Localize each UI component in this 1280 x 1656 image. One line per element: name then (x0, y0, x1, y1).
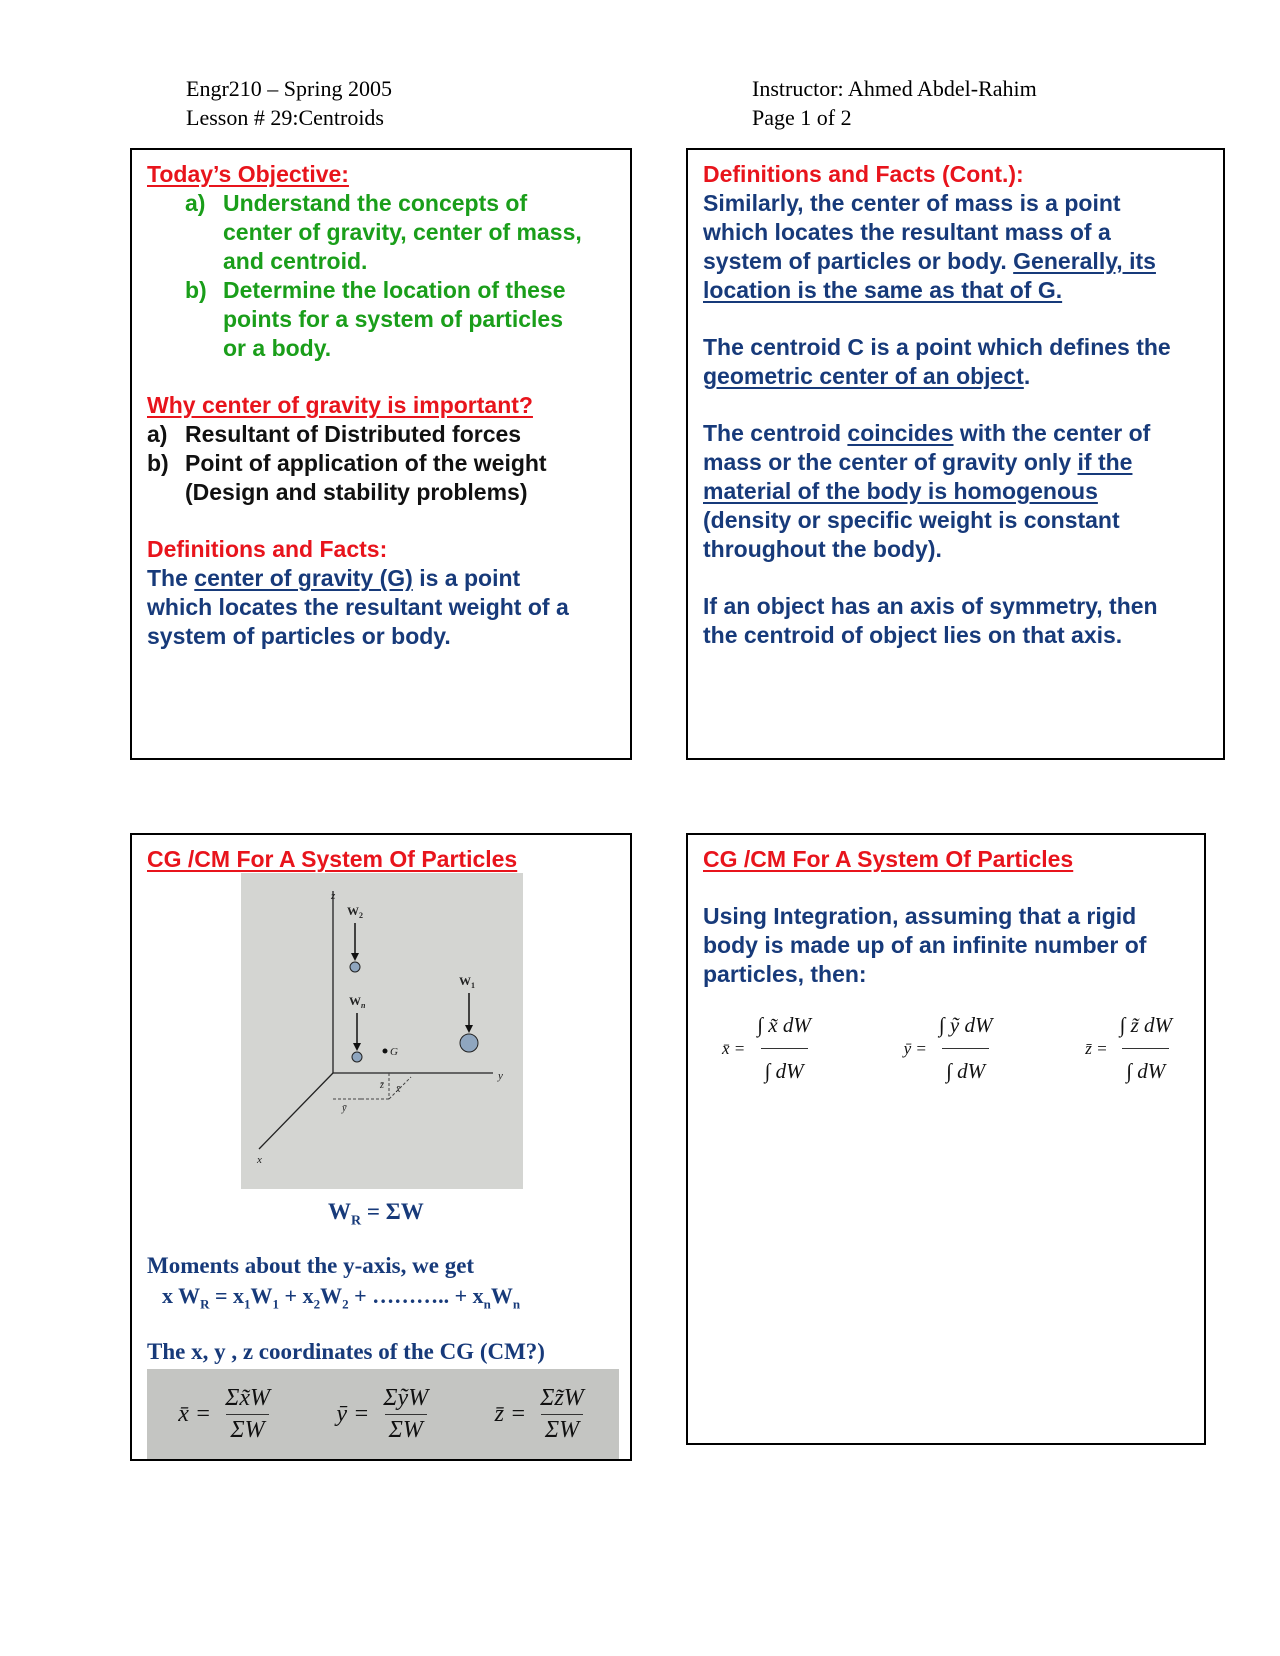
coincides-paragraph: The centroid coincides with the center of mass or the center of gravity only if the material of the body is homogenous (density or specific weight is constant throughout the body). (703, 420, 1151, 562)
x-axis-label: x (257, 1154, 262, 1166)
discrete-cg-formulas (147, 1369, 619, 1459)
xbar-integral-formula: x̄ = $\frac{\int x̃ dW}{\int dW}$ (722, 1013, 811, 1083)
zbar-label: z̄ (380, 1080, 384, 1091)
lesson-title: Lesson # 29:Centroids (186, 105, 384, 130)
wn-label: $W_n$ (349, 994, 366, 1010)
objective-list (147, 189, 627, 363)
definitions-cont-title: Definitions and Facts (Cont.): (703, 161, 1024, 187)
definitions-title: Definitions and Facts: (147, 536, 388, 562)
header-right (752, 74, 1037, 132)
why-item-a: a) Resultant of Distributed forces (147, 421, 522, 447)
xbar-label: x̄ (396, 1084, 401, 1095)
course-title: Engr210 – Spring 2005 (186, 76, 392, 101)
header-left (186, 74, 392, 132)
ybar-label: ȳ (342, 1103, 347, 1114)
why-list (147, 420, 627, 507)
integration-text: Using Integration, assuming that a rigid body is made up of an infinite number of particles, then: (703, 903, 1147, 987)
slide-cg-integration (686, 833, 1206, 1445)
ybar-integral-formula: ȳ = $\frac{\text{∫ ỹ dW}}{\int dW}$ (903, 1013, 993, 1083)
zbar-formula: z̄ = $\frac{\Sigma z̃W}{\Sigma W}$ (494, 1384, 584, 1443)
g-label: G (390, 1046, 398, 1058)
particle-system-figure (241, 873, 523, 1189)
y-axis-label: y (498, 1070, 503, 1082)
definitions-text: The center of gravity (G) is a point which locates the resultant weight of a system of particles or body. (147, 565, 569, 649)
cg-integration-title: CG /CM For A System Of Particles (703, 846, 1074, 872)
particle-wn (352, 1052, 362, 1062)
w2-label: $W_2$ (347, 904, 363, 920)
moments-equation: x $W_R = x_1W_1 + x_2W_2$ + ……….. + $x_nW_n$ (162, 1283, 521, 1312)
center-of-gravity-term: center of gravity (G) (194, 565, 413, 591)
page-number: Page 1 of 2 (752, 105, 852, 130)
w1-label: $W_1$ (459, 974, 475, 990)
integral-cg-formulas (722, 1013, 1176, 1084)
center-of-mass-paragraph: Similarly, the center of mass is a point which locates the resultant mass of a system of particles or body. Generally, its location is the same as that of G. (703, 190, 1156, 303)
slide-definitions-cont (686, 148, 1225, 760)
zbar-integral-formula: z̄ = $\frac{\int z̃ dW}{\int dW}$ (1085, 1013, 1172, 1083)
slide-objectives (130, 148, 632, 760)
ybar-formula: ȳ = $\frac{\text{ΣỹW}}{\Sigma W}$ (336, 1384, 429, 1443)
why-item-b: b) Point of application of the weight (Design and stability problems) (147, 450, 547, 505)
why-title: Why center of gravity is important? (147, 392, 533, 418)
objective-item-b: b) Determine the location of these points for a system of particles or a body. (185, 277, 566, 361)
objective-item-a: a) Understand the concepts of center of gravity, center of mass, and centroid. (185, 190, 582, 274)
symmetry-paragraph: If an object has an axis of symmetry, then the centroid of object lies on that axis. (703, 593, 1158, 648)
center-of-gravity-point (383, 1049, 388, 1054)
slide-cg-particles (130, 833, 632, 1461)
particle-w1 (460, 1034, 478, 1052)
moments-title: Moments about the y-axis, we get (147, 1253, 475, 1278)
z-axis-label: z (331, 890, 336, 902)
objective-title: Today’s Objective: (147, 161, 349, 187)
resultant-weight-equation: $W_R = \Sigma W$ (328, 1199, 424, 1229)
xbar-formula: x̄ = $\frac{\Sigma x̃W}{\Sigma W}$ (178, 1384, 270, 1443)
centroid-paragraph: The centroid C is a point which defines the geometric center of an object. (703, 334, 1171, 389)
instructor-name: Instructor: Ahmed Abdel-Rahim (752, 76, 1037, 101)
particle-w2 (350, 962, 360, 972)
coordinates-title: The x, y , z coordinates of the CG (CM?) (147, 1339, 545, 1364)
cg-particles-title: CG /CM For A System Of Particles (147, 846, 518, 872)
